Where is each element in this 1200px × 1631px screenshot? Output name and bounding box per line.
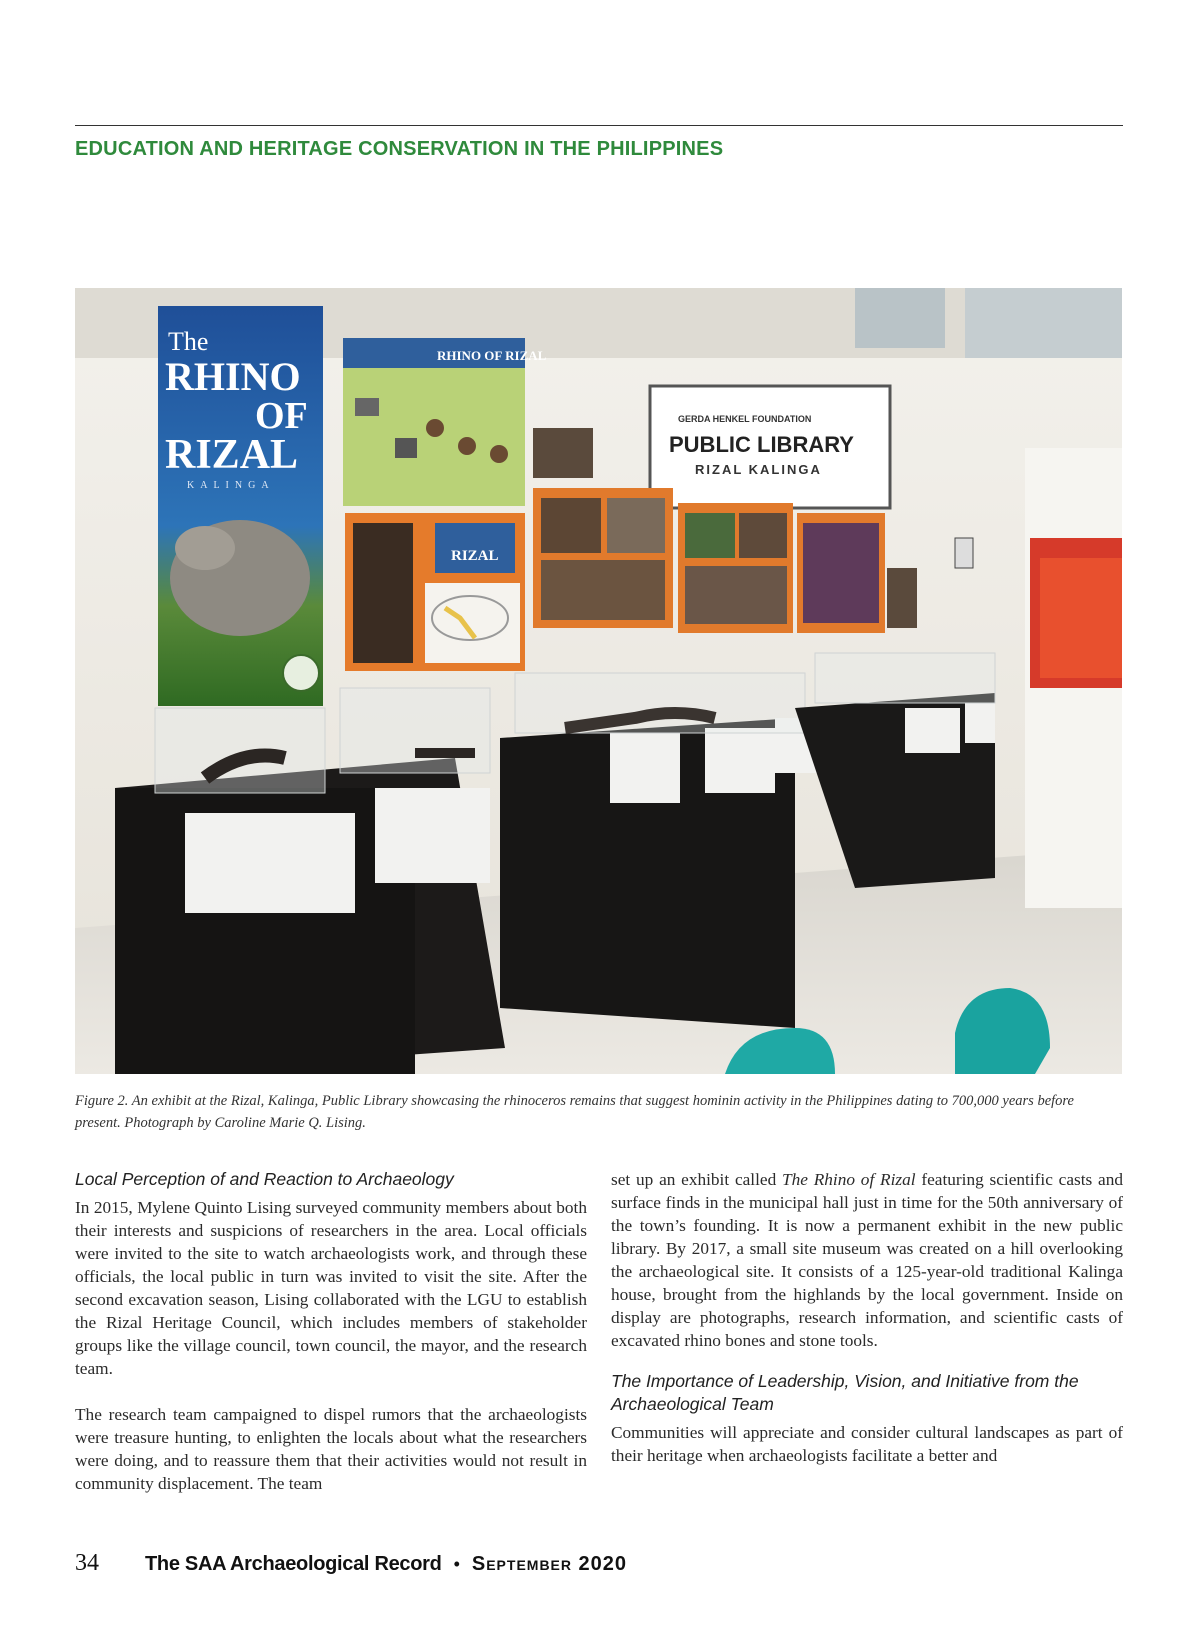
rhino-banner [158,306,323,706]
timeline-poster [343,338,547,506]
page-footer [75,1550,627,1577]
paragraph: Communities will appreciate and consider cultural landscapes as part of their heritage when archaeologists facilitate a better and [611,1423,1123,1465]
svg-text:RIZAL: RIZAL [165,432,299,478]
library-sign [650,386,890,508]
subhead-local-perception: Local Perception of and Reaction to Archaeology [75,1169,454,1189]
exhibit-title: The Rhino of Rizal [782,1170,916,1189]
paragraph: set up an exhibit called The Rhino of Rizal featuring scientific casts and surface finds in the municipal hall just in time for the 50th anniversary of the town’s founding. It is now a permanent exhibit in the new public library. By 2017, a small site museum was created on a hill overlooking the archaeological site. It consists of a 125-year-old traditional Kalinga house, brought from the highlands by the local government. Inside on display are photographs, research information, and scientific casts of excavated rhino bones and stone tools. [611,1170,1123,1350]
bullet-separator: • [453,1554,460,1574]
journal-title: The SAA Archaeological Record [145,1553,442,1575]
svg-text:GERDA HENKEL FOUNDATION: GERDA HENKEL FOUNDATION [678,414,812,424]
svg-text:RIZAL: RIZAL [451,548,499,564]
svg-text:PUBLIC LIBRARY: PUBLIC LIBRARY [669,432,854,457]
subhead-leadership: The Importance of Leadership, Vision, and Initiative from the Archaeological Team [611,1371,1079,1414]
paragraph: In 2015, Mylene Quinto Lising surveyed community members about both their interests and suspicions of researchers in the area. Local officials were invited to the site to watch archaeologists work, and through these officials, the local public in turn was invited to visit the site. After the second excavation season, Lising collaborated with the LGU to establish the Rizal Heritage Council, which includes members of stakeholder groups like the village council, town council, the mayor, and the research team. [75,1198,587,1378]
left-column [75,1168,587,1495]
svg-text:RHINO: RHINO [165,354,301,399]
section-title: EDUCATION AND HERITAGE CONSERVATION IN THE PHILIPPINES [75,138,724,160]
right-column [611,1168,1123,1467]
svg-text:The: The [168,327,209,356]
svg-text:RHINO OF RIZAL: RHINO OF RIZAL [437,348,547,363]
svg-text:OF: OF [255,395,308,437]
paragraph: The research team campaigned to dispel rumors that the archaeologists were treasure hunting, to enlighten the locals about what the researchers were doing, and to reassure them that their activities would not result in community displacement. The team [75,1405,587,1493]
svg-text:KALINGA: KALINGA [187,480,275,491]
figure-caption: Figure 2. An exhibit at the Rizal, Kalinga, Public Library showcasing the rhinoceros remains that suggest hominin activity in the Philippines dating to 700,000 years before present. Photograph by Caroline Marie Q. Lising. [75,1093,1074,1131]
skeleton-poster [345,513,525,671]
issue-date: September 2020 [471,1553,628,1575]
page-number: 34 [75,1550,99,1576]
figure-photo [75,288,1122,1074]
header-rule [75,125,1123,126]
svg-text:RIZAL KALINGA: RIZAL KALINGA [695,462,822,477]
